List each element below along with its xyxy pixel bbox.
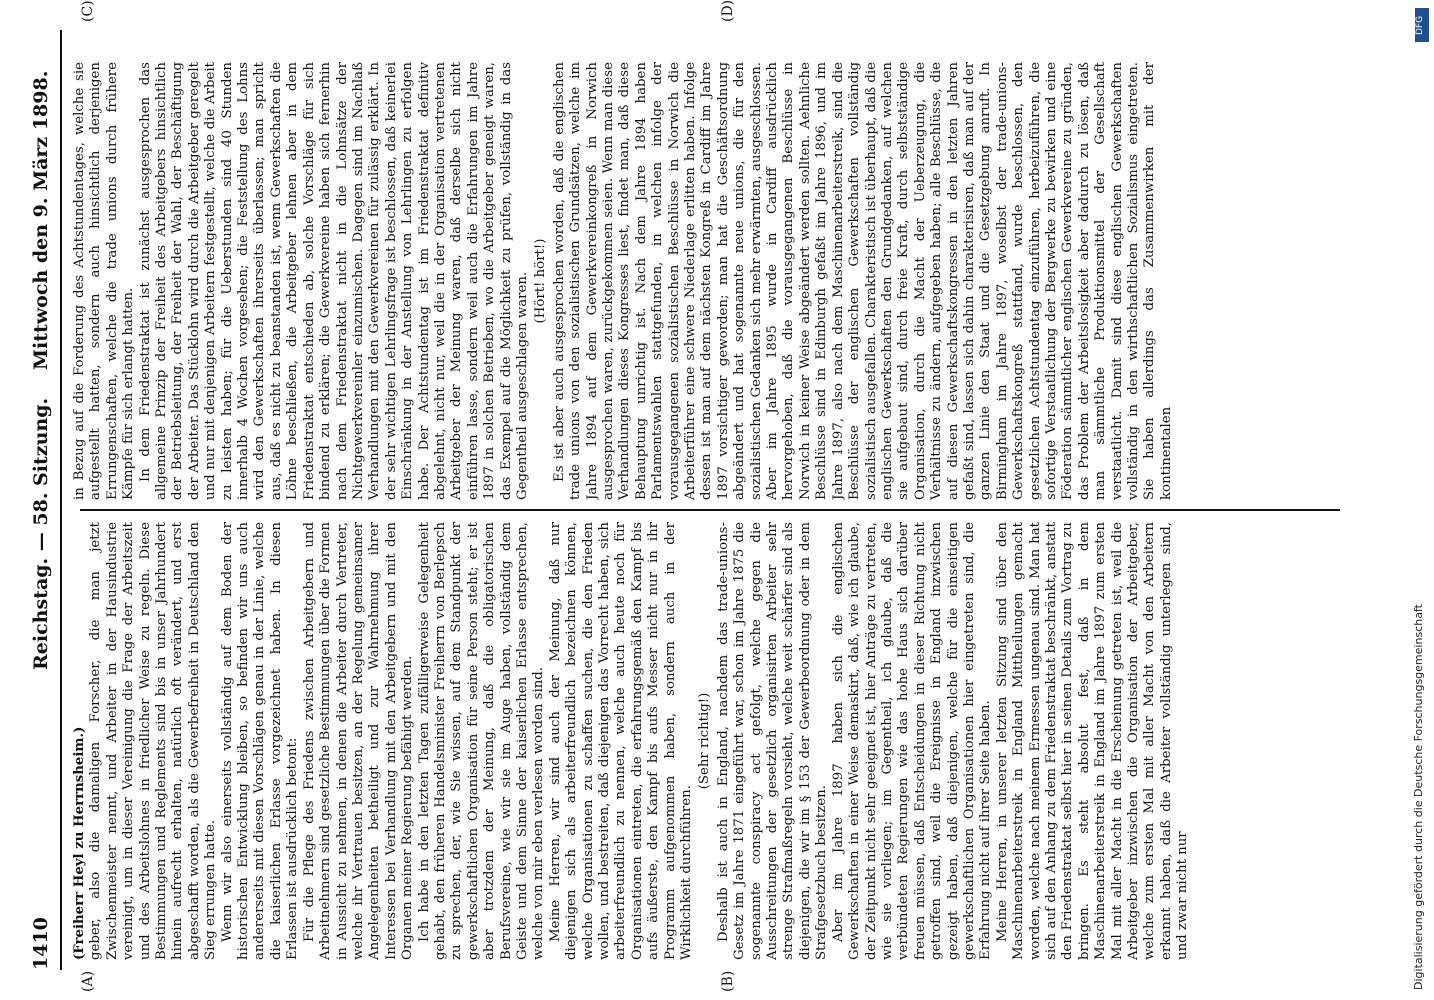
paragraph: Aber im Jahre 1897 haben sich die englischen Gewerkschaften in einer Weise demaskirt, daß, wie ich glaube, der Zeitpunkt nicht sehr geeignet ist, hier Anträge zu vertreten, wie sie vorliegen; im Gegentheil, ich glaube, daß die verbündeten Regierungen wie das hohe Haus sich darüber freuen müssen, daß Entscheidungen in dieser Richtung nicht getroffen sind, weil die Ereignisse in England inzwischen gezeigt haben, daß diejenigen, welche für die einseitigen gewerkschaftlichen Organisationen hier eingetreten sind, die Erfahrung nicht auf ihrer Seite haben.	[830, 522, 994, 960]
dfg-logo: DFG	[1415, 8, 1429, 42]
right-text-column	[72, 62, 1342, 500]
paragraph: Für die Pflege des Friedens zwischen Arbeitgebern und Arbeitnehmern sind gesetzliche Bestimmungen über die Formen in Aussicht zu nehmen, in denen die Arbeiter durch Vertreter, welche ihr Vertrauen besitzen, an der Regelung gemeinsamer Angelegenheiten betheiligt und zur Wahrnehmung ihrer Interessen bei Verhandlung mit den Arbeitgebern und mit den Organen meiner Regierung befähigt werden.	[301, 522, 416, 960]
paragraph: geber, also die damaligen Forscher, die man jetzt Zwischenmeister nennt, und Arbeiter in der Hausindustrie vereinigt, um in dieser Vereinigung die Frage der Arbeitszeit und des Arbeitslohnes in friedlicher Weise zu regeln. Diese Bestimmungen und Reglements sind bis in unser Jahrhundert hinein aufrecht erhalten, natürlich oft verändert, und erst abgeschafft worden, als die Gewerbefreiheit in Deutschland den Sieg errungen hatte.	[88, 522, 219, 960]
paragraph: Ich habe in den letzten Tagen zufälligerweise Gelegenheit gehabt, den früheren Handelsminister Freiherrn von Berlepsch zu sprechen, der, wie Sie wissen, auf dem Standpunkt der gewerkschaftlichen Organisation für seine Person steht; er ist aber trotzdem der Meinung, daß die obligatorischen Berufsvereine, wie wir sie im Auge haben, vollständig dem Geiste und dem Sinne der kaiserlichen Erlasse entsprechen, welche von mir eben verlesen worden sind.	[416, 522, 547, 960]
margin-marker-d: (D)	[720, 0, 736, 22]
paragraph: in Bezug auf die Forderung des Achtstundentages, welche sie aufgestellt hatten, sondern auch hinsichtlich derjenigen Errungenschaften, welche die trade unions durch frühere Kämpfe für sich erlangt hatten.	[72, 62, 137, 500]
paragraph: Meine Herren, in unserer letzten Sitzung sind über den Maschinenarbeiterstreik in England Mittheilungen gemacht worden, welche nach meinem Ermessen ungenau sind. Man hat sich auf den Anhang zu dem Friedenstraktat beschränkt, anstatt den Friedenstraktat selbst hier in seinen Details zum Vortrag zu bringen. Es steht absolut fest, daß in dem Maschinenarbeiterstreik in England im Jahre 1897 zum ersten Mal mit aller Macht in die Erscheinung getreten ist, weil die Arbeitgeber inzwischen die Organisation der Arbeitgeber, welche zum ersten Mal mit aller Macht von den Arbeitern erkannt haben, daß die Arbeiter vollständig unterlegen sind, und zwar nicht nur	[994, 522, 1191, 960]
paragraph: Deshalb ist auch in England, nachdem das trade-unions-Gesetz im Jahre 1871 eingeführt war, schon im Jahre 1875 die sogenannte conspiracy act gefolgt, welche gegen die Ausschreitungen der gesetzlich organisirten Arbeiter sehr strenge Strafmaßregeln vorsieht, welche weit schärfer sind als diejenigen, die wir im § 153 der Gewerbeordnung oder in dem Strafgesetzbuch besitzen.	[715, 522, 830, 960]
paragraph: Es ist aber auch ausgesprochen worden, daß die englischen trade unions von den sozialistischen Grundsätzen, welche im Jahre 1894 auf dem Gewerkvereinkongreß in Norwich ausgesprochen waren, zurückgekommen seien. Wenn man diese Verhandlungen dieses Kongresses liest, findet man, daß diese Behauptung unrichtig ist. Nach dem Jahre 1894 haben Parlamentswahlen stattgefunden, in welchen infolge der vorausgegangenen sozialistischen Beschlüsse in Norwich die Arbeiterführer eine schwere Niederlage erlitten haben. Infolge dessen ist man auf dem nächsten Kongreß in Cardiff im Jahre 1897 vorsichtiger geworden; man hat die Geschäftsordnung abgeändert und hat sogenannte neue unions, die für den sozialistischen Gedanken sich mehr erwärmten, ausgeschlossen. Aber im Jahre 1895 wurde in Cardiff ausdrücklich hervorgehoben, daß die vorausgegangenen Beschlüsse in Norwich in keiner Weise abgeändert werden sollten. Aehnliche Beschlüsse sind in Edinburgh gefaßt im Jahre 1896, und im Jahre 1897, also nach dem Maschinenarbeiterstreik, sind die Beschlüsse der englischen Gewerkschaften vollständig sozialistisch ausgefallen. Charakteristisch ist überhaupt, daß die englischen Gewerkschaften den Grundgedanken, auf welchen sie aufgebaut sind, durch freie Kraft, durch selbstständige Organisation, durch die Macht der Ueberzeugung, die Verhältnisse zu ändern, aufgegeben haben; alle Beschlüsse, die auf diesen Gewerkschaftskongressen in den letzten Jahren gefaßt sind, lassen sich dahin charakterisiren, daß man auf der ganzen Linie den Staat und die Gesetzgebung anruft. In Birmingham im Jahre 1897, woselbst der trade-unions-Gewerkschaftskongreß stattfand, wurde beschlossen, den gesetzlichen Achtstundentag einzuführen, herbeizuführen, die sofortige Verstaatlichung der Bergwerke zu bewirken und eine Föderation sämmtlicher englischen Gewerkvereine zu gründen, das Problem der Arbeitslosigkeit aber dadurch zu lösen, daß man sämmtliche Produktionsmittel der Gesellschaft verstaatlicht. Damit sind diese englischen Gewerkschaften vollständig in den wirthschaftlichen Sozialismus eingetreten. Sie haben allerdings das Zusammenwirken mit der kontinentalen	[551, 62, 1174, 500]
interjection: (Hört! hört!)	[533, 238, 549, 324]
digitization-credit	[1412, 10, 1432, 990]
session-date: Mittwoch den 9. März 1898.	[30, 70, 52, 370]
paragraph: In dem Friedenstraktat ist zunächst ausgesprochen das allgemeine Prinzip der Freiheit des Arbeitgebers hinsichtlich der Betriebsleitung, der Freiheit der Wahl, der Beschäftigung der Arbeiter. Das Stücklohn wird durch die Arbeitgeber geregelt und nur mit denjenigen Arbeitern festgestellt, welche die Arbeit zu leisten haben; für die Ueberstunden sind 40 Stunden innerhalb 4 Wochen vorgesehen; die Feststellung des Lohns wird den Gewerkschaften ihrerseits überlassen; man spricht aus, daß es nicht zu beanstanden ist, wenn Gewerkschaften die Löhne beschließen, die Arbeitgeber lehnen aber in dem Friedenstraktat entschieden ab, solche Vorschläge für sich bindend zu erklären; die Gewerkvereine haben sich fernerhin nach dem Friedenstraktat nicht in die Lohnsätze der Nichtgewerkvereinler einzumischen. Dagegen sind im Nachlaß Verhandlungen mit den Gewerkvereinen für zulässig erklärt. In der sehr wichtigen Lehrlingsfrage ist beschlossen, daß keinerlei Einschränkung in der Anstellung von Lehrlingen zu erfolgen habe. Der Achtstundentag ist im Friedenstraktat definitiv abgelehnt, nicht nur, weil die in der Organisation vertretenen Arbeitgeber der Meinung waren, daß derselbe sich nicht einführen lasse, sondern weil auch die Erfahrungen im Jahre 1897 in solchen Betrieben, wo die Arbeitgeber geneigt waren, das Exempel auf die Möglichkeit zu prüfen, vollständig in das Gegentheil ausgeschlagen waren.	[137, 62, 530, 500]
margin-marker-a: (A)	[80, 970, 96, 992]
page-header	[20, 30, 62, 970]
paragraph: Wenn wir also einerseits vollständig auf dem Boden der historischen Entwicklung bleiben, so befinden wir uns auch andererseits mit diesen Vorschlägen genau in der Linie, welche die kaiserlichen Erlasse vorgezeichnet haben. In diesen Erlassen ist ausdrücklich betont:	[219, 522, 301, 960]
speaker-label: (Freiherr Heyl zu Herrnsheim.)	[72, 726, 87, 960]
session-title: Reichstag. — 58. Sitzung.	[30, 397, 52, 670]
credit-text: Digitalisierung gefördert durch die Deutsche Forschungsgemeinschaft	[1412, 604, 1425, 990]
page-number: 1410	[30, 917, 52, 970]
margin-marker-b: (B)	[720, 970, 736, 992]
paragraph: Meine Herren, wir sind auch der Meinung, daß nur diejenigen sich als arbeiterfreundlich bezeichnen können, welche Organisationen zu schaffen suchen, die den Frieden wollen, und bestreiten, daß diejenigen das Vorrecht haben, sich arbeiterfreundlich zu nennen, welche auch heute noch für Organisationen eintreten, die erfahrungsgemäß den Kampf bis aufs äußerste, den Kampf bis aufs Messer nicht nur in ihr Programm aufgenommen haben, sondern auch in der Wirklichkeit durchführen.	[547, 522, 695, 960]
interjection: (Sehr richtig!)	[697, 692, 713, 790]
margin-marker-c: (C)	[80, 0, 96, 22]
left-text-column	[72, 522, 1342, 960]
column-divider	[80, 509, 1340, 511]
